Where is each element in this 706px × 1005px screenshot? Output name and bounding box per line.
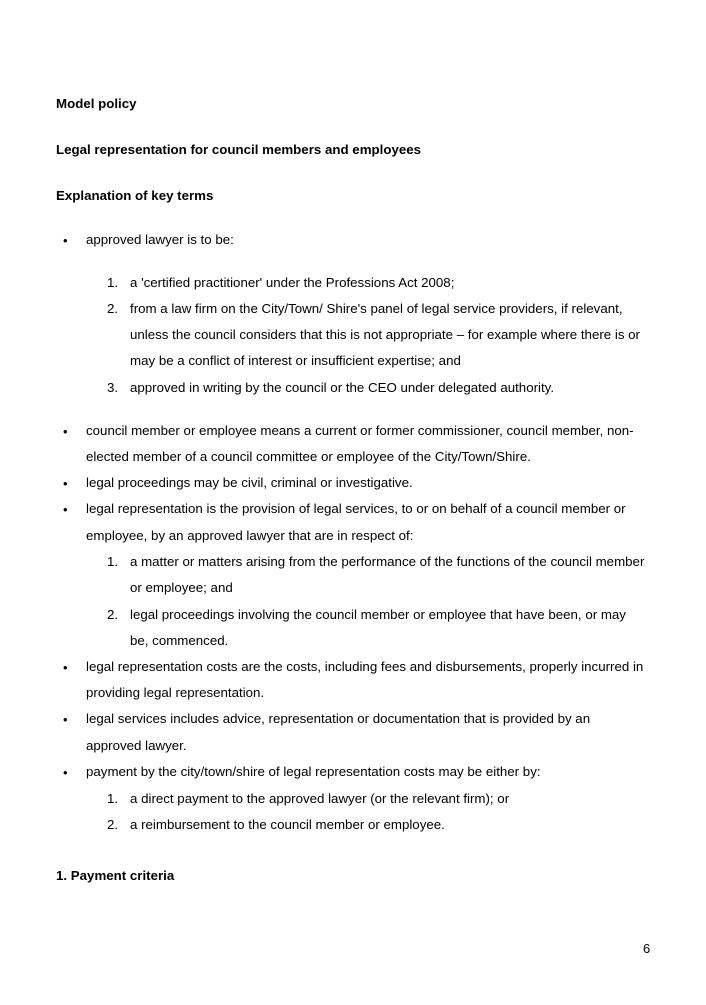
bullet-dot: •: [63, 502, 68, 517]
subitem-law-firm-line-2: unless the council considers that this is not appropriate – for example where there is or: [130, 327, 640, 342]
definition-payment: payment by the city/town/shire of legal representation costs may be either by:: [86, 764, 541, 779]
definition-representation-costs-line-1: legal representation costs are the costs, including fees and disbursements, properly incurred in: [86, 659, 644, 674]
subitem-legal-proceedings-line-2: be, commenced.: [130, 633, 229, 648]
list-number: 1.: [107, 791, 119, 806]
subitem-approved-in-writing: approved in writing by the council or the CEO under delegated authority.: [130, 380, 555, 395]
definition-legal-proceedings: legal proceedings may be civil, criminal or investigative.: [86, 475, 413, 490]
bullet-dot: •: [63, 660, 68, 675]
subitem-law-firm-line-3: may be a conflict of interest or insufficient expertise; and: [130, 353, 461, 368]
heading-model-policy: Model policy: [56, 96, 137, 111]
bullet-dot: •: [63, 712, 68, 727]
definition-representation-costs-line-2: providing legal representation.: [86, 685, 265, 700]
bullet-dot: •: [63, 765, 68, 780]
subitem-direct-payment: a direct payment to the approved lawyer (or the relevant firm); or: [130, 791, 510, 806]
bullet-dot: •: [63, 476, 68, 491]
page-number: 6: [643, 941, 651, 956]
definition-approved-lawyer: approved lawyer is to be:: [86, 232, 234, 247]
bullet-dot: •: [63, 424, 68, 439]
subitem-reimbursement: a reimbursement to the council member or employee.: [130, 817, 445, 832]
heading-key-terms: Explanation of key terms: [56, 188, 214, 203]
subitem-matters-arising-line-1: a matter or matters arising from the performance of the functions of the council member: [130, 554, 645, 569]
heading-document-title: Legal representation for council members and employees: [56, 142, 422, 157]
heading-payment-criteria: 1. Payment criteria: [56, 868, 175, 883]
list-number: 2.: [107, 607, 119, 622]
definition-legal-services-line-2: approved lawyer.: [86, 738, 187, 753]
list-number: 2.: [107, 301, 119, 316]
definition-legal-representation-line-1: legal representation is the provision of legal services, to or on behalf of a council member or: [86, 501, 626, 516]
list-number: 2.: [107, 817, 119, 832]
subitem-law-firm-line-1: from a law firm on the City/Town/ Shire's panel of legal service providers, if relevant,: [130, 301, 623, 316]
bullet-dot: •: [63, 233, 68, 248]
subitem-matters-arising-line-2: or employee; and: [130, 580, 233, 595]
list-number: 3.: [107, 380, 119, 395]
subitem-legal-proceedings-line-1: legal proceedings involving the council member or employee that have been, or may: [130, 607, 626, 622]
list-number: 1.: [107, 554, 119, 569]
subitem-certified-practitioner: a 'certified practitioner' under the Professions Act 2008;: [130, 275, 455, 290]
definition-council-member-line-1: council member or employee means a current or former commissioner, council member, non-: [86, 423, 634, 438]
list-number: 1.: [107, 275, 119, 290]
definition-legal-representation-line-2: employee, by an approved lawyer that are in respect of:: [86, 528, 414, 543]
definition-council-member-line-2: elected member of a council committee or employee of the City/Town/Shire.: [86, 449, 531, 464]
definition-legal-services-line-1: legal services includes advice, representation or documentation that is provided by an: [86, 711, 591, 726]
